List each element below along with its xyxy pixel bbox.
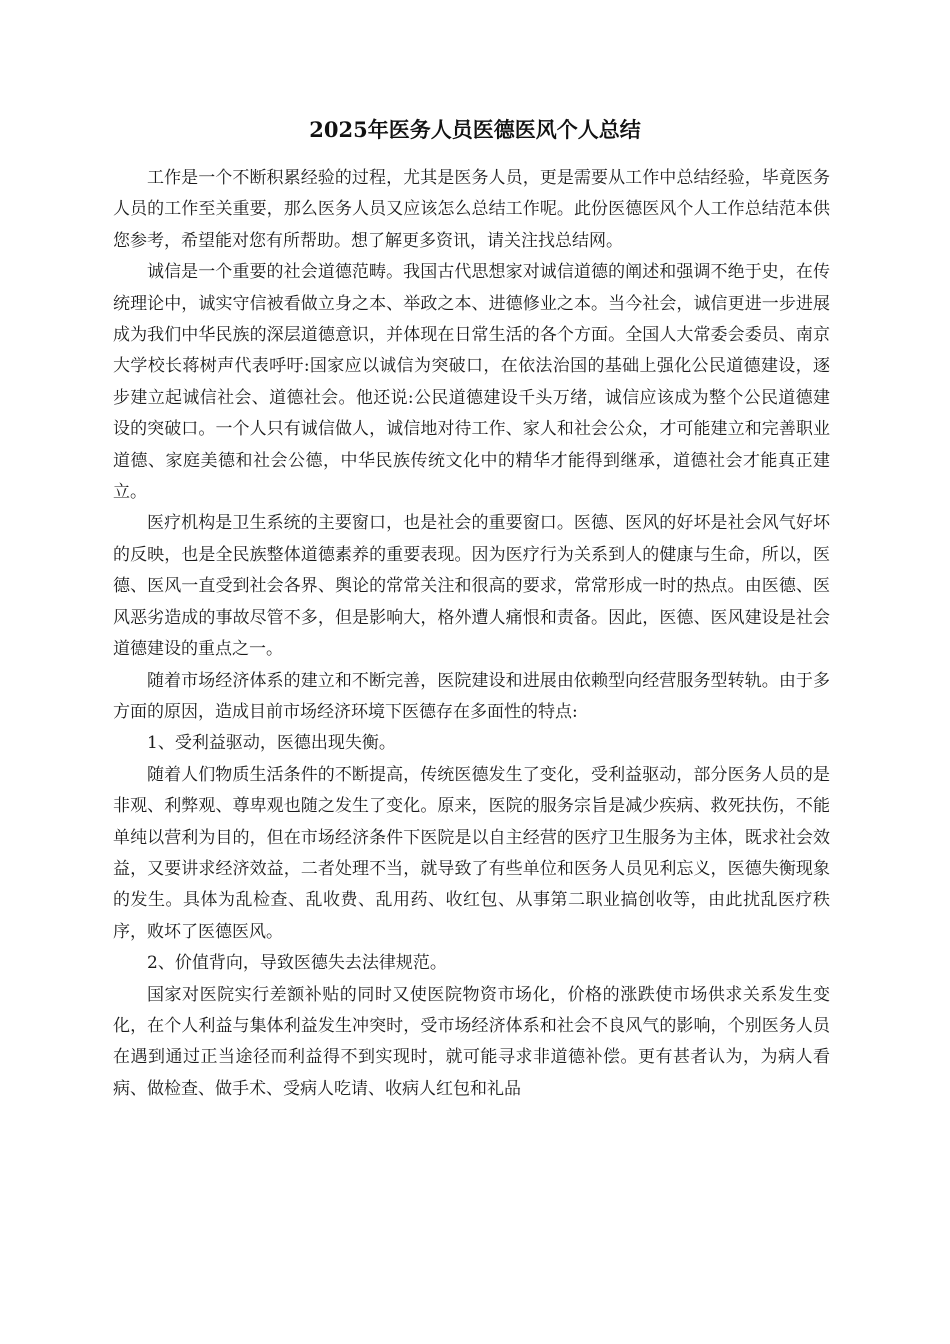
paragraph: 诚信是一个重要的社会道德范畴。我国古代思想家对诚信道德的阐述和强调不绝于史，在传统理论中，诚实守信被看做立身之本、举政之本、进德修业之本。当今社会，诚信更进一步进展成为我们中华民族的深层道德意识，并体现在日常生活的各个方面。全国人大常委会委员、南京大学校长蒋树声代表呼吁:国家应以诚信为突破口，在依法治国的基础上强化公民道德建设，逐步建立起诚信社会、道德社会。他还说:公民道德建设千头万绪，诚信应该成为整个公民道德建设的突破口。一个人只有诚信做人，诚信地对待工作、家人和社会公众，才可能建立和完善职业道德、家庭美德和社会公德，中华民族传统文化中的精华才能得到继承，道德社会才能真正建立。 [113,262,830,503]
paragraph: 随着人们物质生活条件的不断提高，传统医德发生了变化，受利益驱动，部分医务人员的是非观、利弊观、尊卑观也随之发生了变化。原来，医院的服务宗旨是减少疾病、救死扶伤，不能单纯以营利为目的，但在市场经济条件下医院是以自主经营的医疗卫生服务为主体，既求社会效益，又要讲求经济效益，二者处理不当，就导致了有些单位和医务人员见利忘义，医德失衡现象的发生。具体为乱检查、乱收费、乱用药、收红包、从事第二职业搞创收等，由此扰乱医疗秩序，败坏了医德医风。 [113,764,830,942]
paragraph: 医疗机构是卫生系统的主要窗口，也是社会的重要窗口。医德、医风的好坏是社会风气好坏的反映，也是全民族整体道德素养的重要表现。因为医疗行为关系到人的健康与生命，所以，医德、医风一直受到社会各界、舆论的常常关注和很高的要求，常常形成一时的热点。由医德、医风恶劣造成的事故尽管不多，但是影响大，格外遭人痛恨和责备。因此，医德、医风建设是社会道德建设的重点之一。 [113,513,830,660]
section-heading: 1、受利益驱动，医德出现失衡。 [147,733,396,754]
paragraph: 工作是一个不断积累经验的过程，尤其是医务人员，更是需要从工作中总结经验，毕竟医务人员的工作至关重要，那么医务人员又应该怎么总结工作呢。此份医德医风个人工作总结范本供您参考，希望能对您有所帮助。想了解更多资讯，请关注找总结网。 [113,168,830,251]
document-title: 2025年医务人员医德医风个人总结 [309,117,641,142]
section-heading: 2、价值背向，导致医德失去法律规范。 [147,953,447,974]
paragraph: 随着市场经济体系的建立和不断完善，医院建设和进展由依赖型向经营服务型转轨。由于多方面的原因，造成目前市场经济环境下医德存在多面性的特点: [113,670,830,722]
paragraph: 国家对医院实行差额补贴的同时又使医院物资市场化，价格的涨跌使市场供求关系发生变化，在个人利益与集体利益发生冲突时，受市场经济体系和社会不良风气的影响，个别医务人员在遇到通过正当途径而利益得不到实现时，就可能寻求非道德补偿。更有甚者认为，为病人看病、做检查、做手术、受病人吃请、收病人红包和礼品 [113,984,830,1099]
document-body [113,163,830,1105]
